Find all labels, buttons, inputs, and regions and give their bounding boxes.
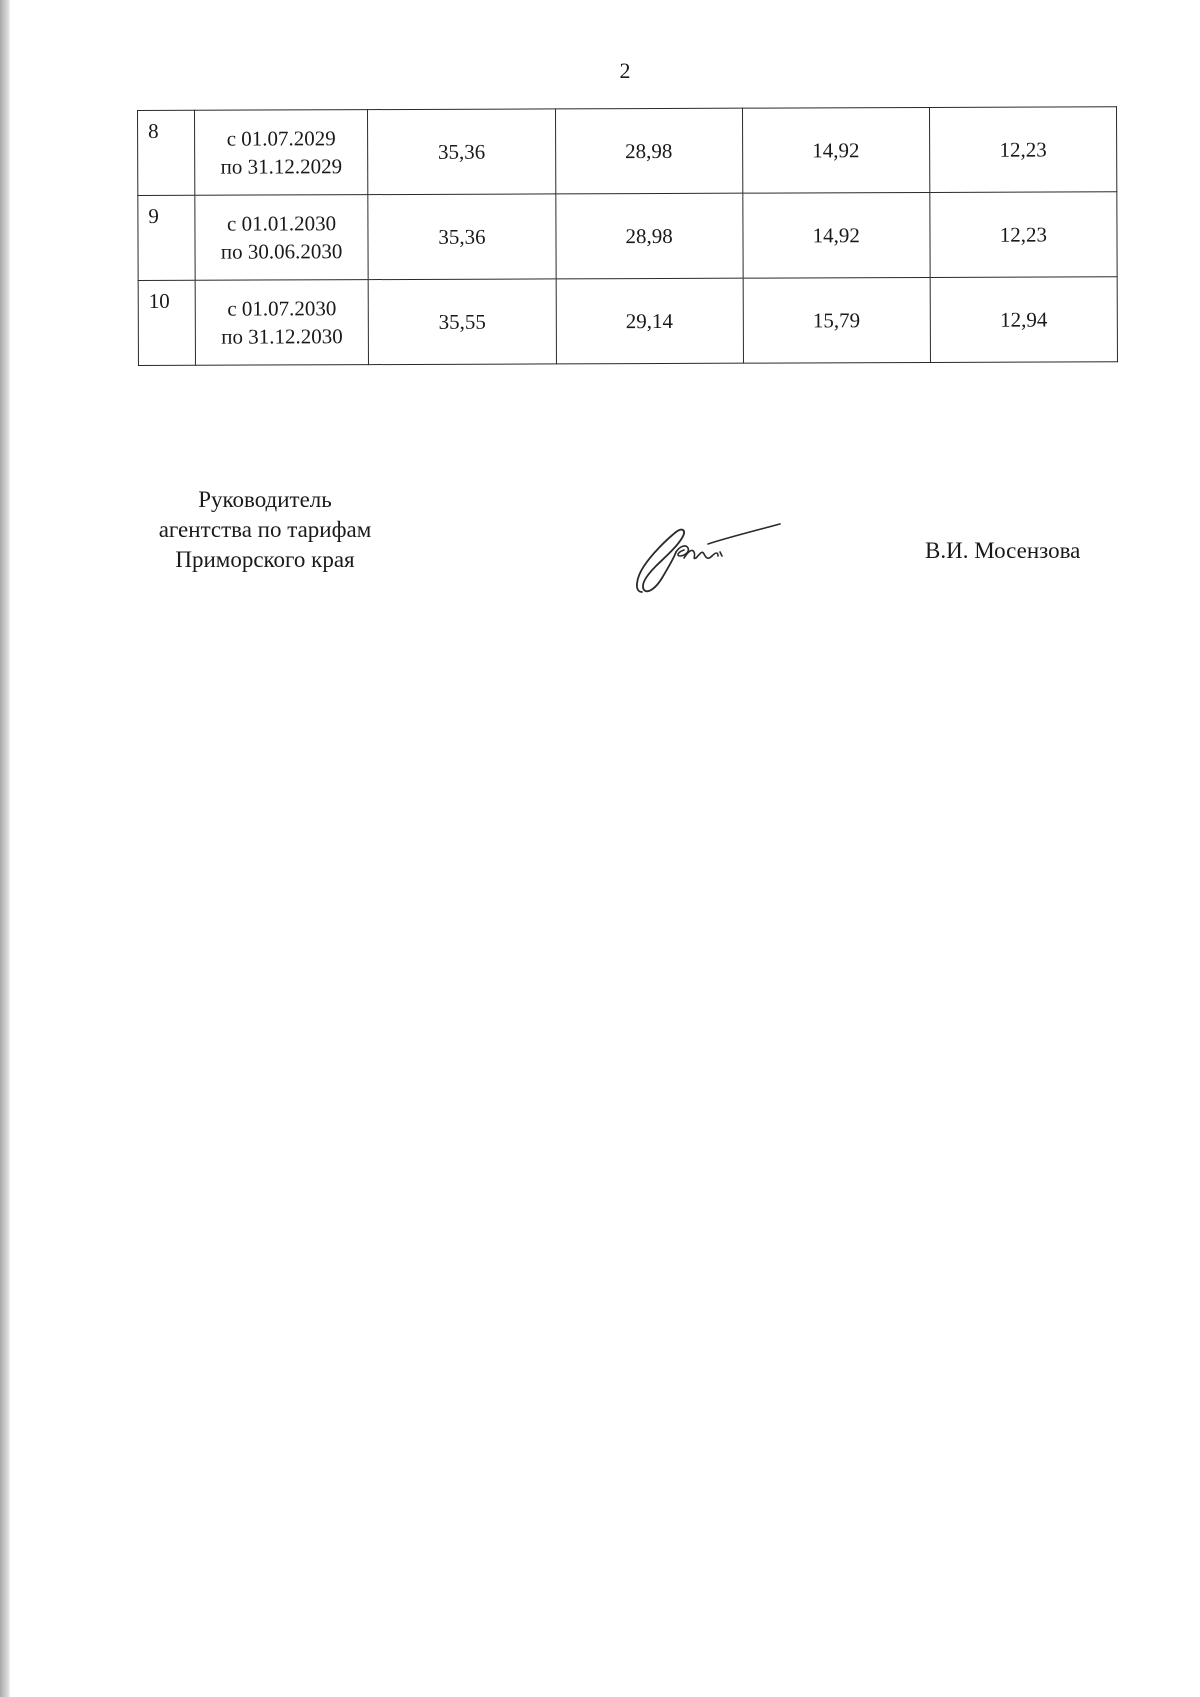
row-number: 9 [138, 195, 195, 280]
period-to: по 30.06.2030 [220, 239, 343, 264]
period-to: по 31.12.2029 [220, 154, 343, 179]
signer-position [135, 485, 395, 575]
table-cell: 29,14 [556, 278, 743, 364]
period-from: с 01.07.2030 [227, 296, 337, 321]
table-cell: 12,94 [930, 277, 1118, 363]
table-cell: 28,98 [555, 193, 742, 279]
row-number: 10 [138, 280, 195, 365]
table-cell: 14,92 [742, 107, 929, 193]
row-number: 8 [138, 110, 195, 195]
period-from: с 01.07.2029 [226, 126, 336, 151]
table-cell: 15,79 [743, 277, 930, 363]
period-cell [195, 280, 369, 366]
table-row [138, 107, 1117, 196]
table-cell: 12,23 [929, 107, 1117, 193]
period-from: с 01.01.2030 [226, 211, 337, 236]
table-cell: 35,55 [369, 279, 556, 365]
signer-position-line: Приморского края [175, 547, 355, 572]
table-cell: 14,92 [742, 192, 929, 278]
table-row [138, 277, 1117, 366]
table-row [138, 192, 1117, 281]
period-to: по 31.12.2030 [221, 324, 343, 349]
tariff-table [137, 106, 1118, 366]
table-cell: 35,36 [368, 194, 555, 280]
table-cell: 12,23 [930, 192, 1118, 278]
page-number: 2 [619, 58, 631, 83]
scan-edge [0, 0, 10, 1697]
period-cell [194, 110, 368, 196]
table-cell: 35,36 [368, 109, 555, 195]
period-cell [195, 195, 369, 281]
signer-position-line: агентства по тарифам [158, 517, 372, 542]
table-cell: 28,98 [555, 108, 742, 194]
signer-name: В.И. Мосензова [925, 538, 1081, 563]
signer-position-line: Руководитель [198, 487, 332, 512]
handwritten-signature [630, 500, 790, 600]
